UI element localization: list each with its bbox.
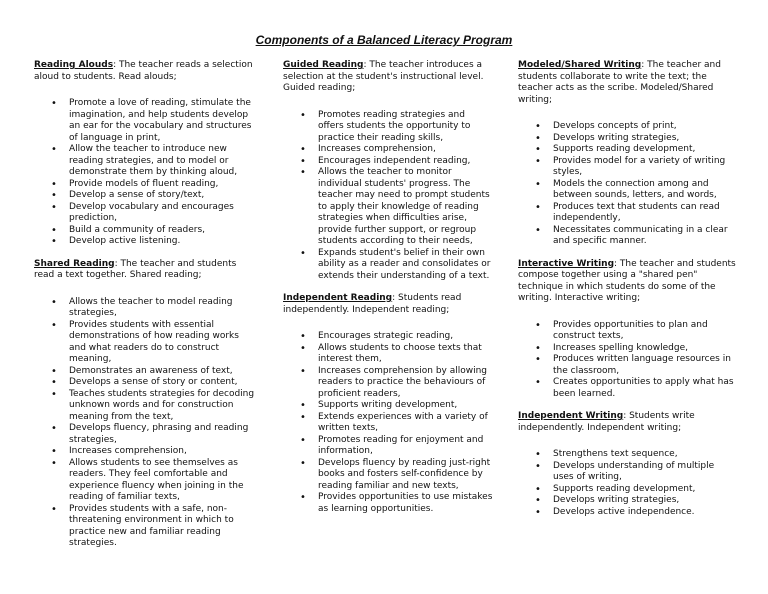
list-item: • Increases comprehension by allowing readers to practice the behaviours of proficient readers, xyxy=(318,366,493,401)
section-description: : The teacher reads a selection aloud to students. Read alouds; xyxy=(34,60,253,82)
list-item: • Promotes reading strategies and offers students the opportunity to practice their reading skills, xyxy=(318,110,493,145)
list-item: • Develop active listening. xyxy=(69,236,256,248)
section-modeled-shared-writing xyxy=(518,60,736,248)
list-item: • Increases spelling knowledge, xyxy=(553,343,736,355)
section-intro xyxy=(518,259,736,305)
list-item: • Develops active independence. xyxy=(553,507,736,519)
section-description: : Students write independently. Independent writing; xyxy=(518,411,695,433)
section-description: : Students read independently. Independent reading; xyxy=(283,293,462,315)
section-heading: Shared Reading xyxy=(34,258,115,269)
list-item: • Allows the teacher to model reading strategies, xyxy=(69,297,256,320)
list-item: • Provides opportunities to plan and construct texts, xyxy=(553,320,736,343)
section-independent-reading xyxy=(283,293,493,515)
bullet-list xyxy=(283,110,493,283)
section-intro xyxy=(34,60,256,83)
list-item: • Allows students to see themselves as readers. They feel comfortable and experience fluency when joining in the reading of familiar texts, xyxy=(69,458,256,504)
list-item: • Necessitates communicating in a clear and specific manner. xyxy=(553,225,736,248)
list-item: • Develops writing strategies, xyxy=(553,495,736,507)
section-independent-writing xyxy=(518,411,736,518)
section-heading: Independent Reading xyxy=(283,293,393,303)
page-title: Components of a Balanced Literacy Program xyxy=(255,33,513,47)
list-item: • Provides students with essential demonstrations of how reading works and what readers do to construct meaning, xyxy=(69,320,256,366)
list-item: • Provides opportunities to use mistakes as learning opportunities. xyxy=(318,492,493,515)
section-description: : The teacher and students compose together using a "shared pen" technique in which students do some of the writing. Interactive writing; xyxy=(518,258,736,303)
list-item: • Demonstrates an awareness of text, xyxy=(69,366,256,378)
bullet-list xyxy=(34,98,256,248)
section-intro xyxy=(283,60,493,95)
list-item: • Allow the teacher to introduce new reading strategies, and to model or demonstrate them by thinking aloud, xyxy=(69,144,256,179)
bullet-list xyxy=(518,449,736,518)
section-reading-alouds xyxy=(34,60,256,248)
section-heading: Modeled/Shared Writing xyxy=(518,60,642,70)
list-item: • Develops fluency by reading just-right books and fosters self-confidence by reading familiar and new texts, xyxy=(318,458,493,493)
section-heading: Interactive Writing xyxy=(518,258,615,269)
section-interactive-writing xyxy=(518,259,736,401)
list-item: • Develop vocabulary and encourages prediction, xyxy=(69,202,256,225)
section-heading: Guided Reading xyxy=(283,60,364,70)
list-item: • Encourages strategic reading, xyxy=(318,331,493,343)
section-description: : The teacher and students read a text together. Shared reading; xyxy=(34,258,237,280)
list-item: • Develops writing strategies, xyxy=(553,133,736,145)
list-item: • Strengthens text sequence, xyxy=(553,449,736,461)
list-item: • Develops a sense of story or content, xyxy=(69,377,256,389)
list-item: • Creates opportunities to apply what has been learned. xyxy=(553,377,736,400)
list-item: • Promotes reading for enjoyment and information, xyxy=(318,435,493,458)
list-item: • Provide models of fluent reading, xyxy=(69,179,256,191)
bullet-list xyxy=(283,331,493,515)
bullet-list xyxy=(518,320,736,401)
column-1 xyxy=(34,60,256,561)
section-intro xyxy=(518,411,736,434)
list-item: • Extends experiences with a variety of written texts, xyxy=(318,412,493,435)
section-guided-reading xyxy=(283,60,493,282)
list-item: • Produces text that students can read independently, xyxy=(553,202,736,225)
column-2 xyxy=(283,60,493,526)
bullet-list xyxy=(34,297,256,550)
list-item: • Models the connection among and between sounds, letters, and words, xyxy=(553,179,736,202)
list-item: • Supports reading development, xyxy=(553,144,736,156)
list-item: • Increases comprehension, xyxy=(69,446,256,458)
list-item: • Provides students with a safe, non-threatening environment in which to practice new and familiar reading strategies. xyxy=(69,504,256,550)
section-heading: Independent Writing xyxy=(518,411,624,421)
section-heading: Reading Alouds xyxy=(34,60,114,70)
list-item: • Expands student's belief in their own ability as a reader and consolidates or extends their understanding of a text. xyxy=(318,248,493,283)
list-item: • Allows the teacher to monitor individual students' progress. The teacher may need to prompt students to apply their knowledge of reading strategies when difficulties arise, provide further support, or regroup students according to their needs, xyxy=(318,167,493,248)
section-description: : The teacher introduces a selection at the student's instructional level. Guided reading; xyxy=(283,60,484,93)
list-item: • Provides model for a variety of writing styles, xyxy=(553,156,736,179)
list-item: • Produces written language resources in the classroom, xyxy=(553,354,736,377)
bullet-list xyxy=(518,121,736,248)
section-shared-reading xyxy=(34,259,256,550)
column-3 xyxy=(518,60,736,529)
list-item: • Supports writing development, xyxy=(318,400,493,412)
list-item: • Develops concepts of print, xyxy=(553,121,736,133)
list-item: • Develops fluency, phrasing and reading strategies, xyxy=(69,423,256,446)
section-description: : The teacher and students collaborate to write the text; the teacher acts as the scribe. Modeled/Shared writing; xyxy=(518,60,721,105)
list-item: • Supports reading development, xyxy=(553,484,736,496)
list-item: • Develops understanding of multiple uses of writing, xyxy=(553,461,736,484)
list-item: • Build a community of readers, xyxy=(69,225,256,237)
section-intro xyxy=(283,293,493,316)
section-intro xyxy=(34,259,256,282)
list-item: • Develop a sense of story/text, xyxy=(69,190,256,202)
list-item: • Increases comprehension, xyxy=(318,144,493,156)
list-item: • Encourages independent reading, xyxy=(318,156,493,168)
section-intro xyxy=(518,60,736,106)
list-item: • Promote a love of reading, stimulate the imagination, and help students develop an ear for the vocabulary and structures of language in print, xyxy=(69,98,256,144)
list-item: • Teaches students strategies for decoding unknown words and for construction meaning from the text, xyxy=(69,389,256,424)
list-item: • Allows students to choose texts that interest them, xyxy=(318,343,493,366)
